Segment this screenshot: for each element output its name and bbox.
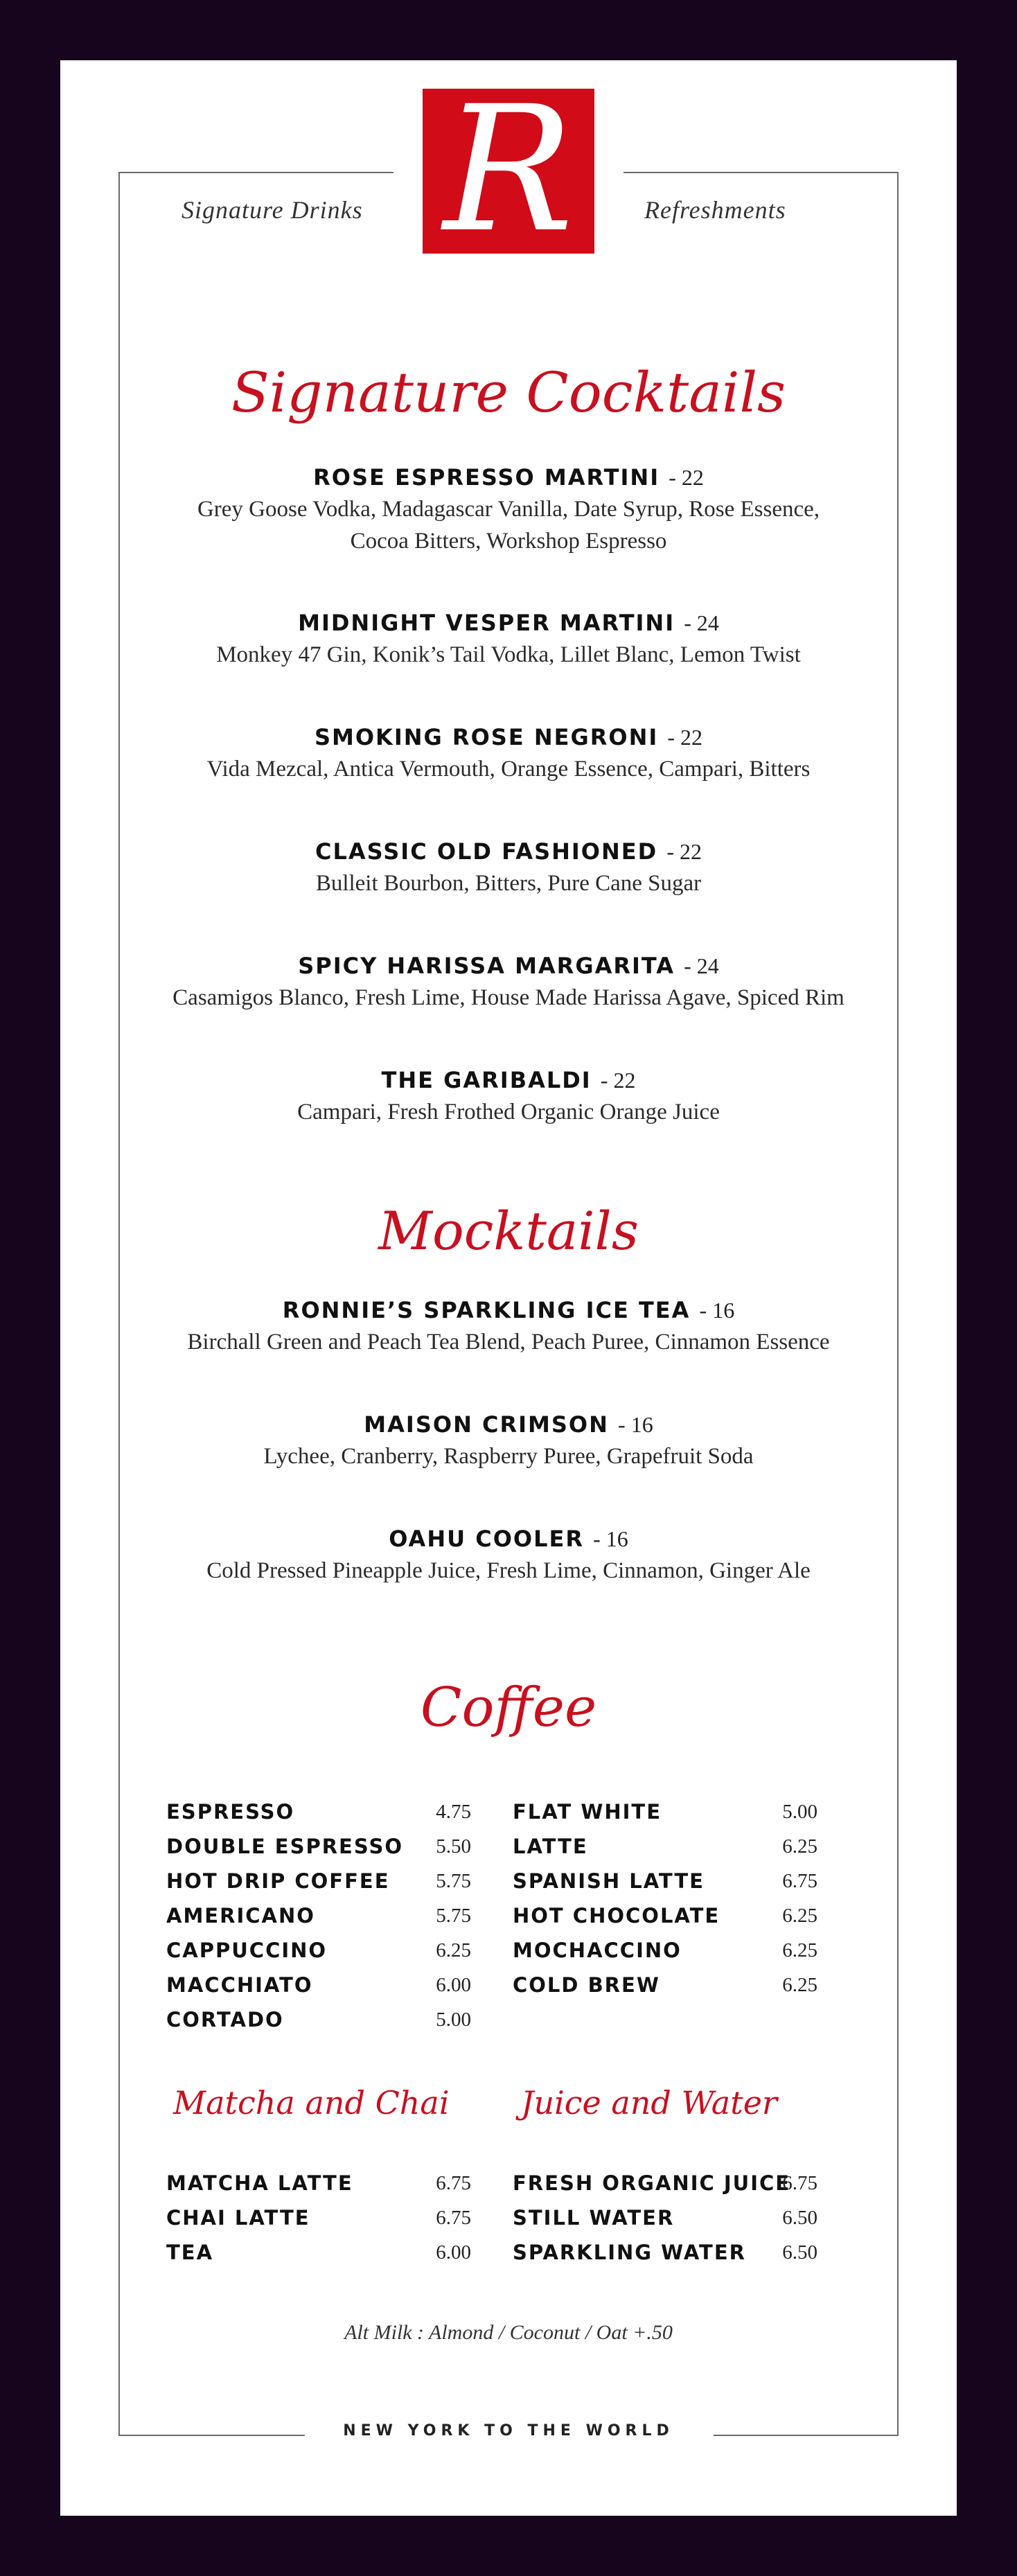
item-name: SPARKLING WATER <box>513 2241 746 2264</box>
item-name: OAHU COOLER <box>389 1526 584 1552</box>
tagline: NEW YORK TO THE WORLD <box>343 2422 674 2440</box>
item-price: 5.50 <box>436 1835 471 1858</box>
coffee-list-right <box>513 1794 817 2002</box>
item-price: 5.00 <box>782 1801 817 1823</box>
item-price: 5.75 <box>436 1905 471 1927</box>
item-price: - 22 <box>669 465 704 490</box>
item-name: HOT CHOCOLATE <box>513 1904 720 1927</box>
list-item <box>513 2235 817 2270</box>
list-item <box>166 2200 471 2235</box>
item-name: MACCHIATO <box>166 1973 313 1997</box>
list-item <box>513 1794 817 1829</box>
list-item <box>166 1864 471 1898</box>
item-name: TEA <box>166 2241 214 2264</box>
item-price: - 16 <box>618 1412 653 1437</box>
item-name: SMOKING ROSE NEGRONI <box>314 724 659 750</box>
signature-cocktails-heading: Signature Cocktails <box>231 360 786 425</box>
item-price: 6.75 <box>436 2207 471 2229</box>
matcha-chai-heading: Matcha and Chai <box>173 2084 450 2121</box>
item-price: 6.75 <box>436 2172 471 2194</box>
item-name: FRESH ORGANIC JUICE <box>513 2171 791 2195</box>
logo-letter: R <box>443 89 574 254</box>
item-name: HOT DRIP COFFEE <box>166 1869 390 1893</box>
item-name: FLAT WHITE <box>513 1800 662 1824</box>
menu-item <box>0 1523 1017 1587</box>
list-item <box>166 2166 471 2200</box>
item-name: STILL WATER <box>513 2206 675 2230</box>
item-name: CAPPUCCINO <box>166 1939 328 1962</box>
item-name: MOCHACCINO <box>513 1939 682 1962</box>
item-price: 6.50 <box>782 2207 817 2229</box>
list-item <box>513 1933 817 1968</box>
refreshments-label: Refreshments <box>644 196 786 224</box>
item-price: - 22 <box>666 839 702 864</box>
item-description: Monkey 47 Gin, Konik’s Tail Vodka, Lillet Blanc, Lemon Twist <box>216 642 801 667</box>
item-description: Bulleit Bourbon, Bitters, Pure Cane Sugar <box>315 871 702 896</box>
item-price: 6.50 <box>782 2241 817 2264</box>
item-price: 6.25 <box>782 1905 817 1927</box>
mocktails-heading: Mocktails <box>378 1200 639 1262</box>
item-name: SPANISH LATTE <box>513 1869 705 1893</box>
list-item <box>513 1968 817 2002</box>
list-item <box>513 2200 817 2235</box>
menu-item <box>0 1409 1017 1472</box>
brand-logo <box>423 89 594 254</box>
item-name: RONNIE’S SPARKLING ICE TEA <box>282 1297 691 1323</box>
juice-water-list <box>513 2166 817 2270</box>
item-price: 5.00 <box>436 2009 471 2031</box>
juice-water-heading: Juice and Water <box>521 2084 777 2121</box>
menu-item <box>0 1064 1017 1128</box>
item-price: - 22 <box>600 1068 636 1093</box>
item-name: SPICY HARISSA MARGARITA <box>298 953 675 979</box>
item-price: 6.25 <box>782 1974 817 1996</box>
list-item <box>166 1794 471 1829</box>
item-description: Grey Goose Vodka, Madagascar Vanilla, Date Syrup, Rose Essence, Cocoa Bitters, Workshop Espresso <box>197 497 820 554</box>
item-name: DOUBLE ESPRESSO <box>166 1835 403 1858</box>
item-price: 6.00 <box>436 2241 471 2264</box>
list-item <box>166 1829 471 1864</box>
item-name: LATTE <box>513 1835 588 1858</box>
signature-drinks-label: Signature Drinks <box>182 196 363 224</box>
item-price: 6.25 <box>782 1835 817 1858</box>
list-item <box>166 1933 471 1968</box>
item-price: 6.00 <box>436 1974 471 1996</box>
item-price: 6.75 <box>782 2172 817 2194</box>
matcha-chai-list <box>166 2166 471 2270</box>
list-item <box>166 2235 471 2270</box>
list-item <box>513 2166 817 2200</box>
item-name: CHAI LATTE <box>166 2206 310 2230</box>
coffee-heading: Coffee <box>420 1677 597 1739</box>
item-price: 5.75 <box>436 1870 471 1892</box>
item-description: Casamigos Blanco, Fresh Lime, House Made Harissa Agave, Spiced Rim <box>173 985 844 1010</box>
item-name: ROSE ESPRESSO MARTINI <box>313 464 660 491</box>
item-price: - 16 <box>593 1526 628 1551</box>
item-price: - 16 <box>699 1298 735 1323</box>
item-price: - 24 <box>684 953 719 978</box>
item-price: - 24 <box>684 610 719 635</box>
item-price: 6.25 <box>782 1939 817 1961</box>
list-item <box>513 1898 817 1933</box>
item-price: - 22 <box>667 725 703 750</box>
list-item <box>166 1898 471 1933</box>
menu-item <box>0 1294 1017 1358</box>
menu-item <box>0 721 1017 785</box>
item-price: 6.75 <box>782 1870 817 1892</box>
menu-item <box>0 461 1017 557</box>
list-item <box>513 1829 817 1864</box>
item-name: THE GARIBALDI <box>381 1067 592 1093</box>
item-description: Cold Pressed Pineapple Juice, Fresh Lime, Cinnamon, Ginger Ale <box>206 1558 811 1583</box>
menu-item <box>0 607 1017 671</box>
menu-item <box>0 836 1017 899</box>
list-item <box>513 1864 817 1898</box>
item-price: 6.25 <box>436 1939 471 1961</box>
item-name: ESPRESSO <box>166 1800 295 1824</box>
item-name: AMERICANO <box>166 1904 315 1927</box>
item-price: 4.75 <box>436 1801 471 1823</box>
item-name: MATCHA LATTE <box>166 2171 353 2195</box>
item-name: COLD BREW <box>513 1973 660 1997</box>
item-description: Vida Mezcal, Antica Vermouth, Orange Essence, Campari, Bitters <box>206 757 811 782</box>
item-name: CORTADO <box>166 2008 284 2031</box>
list-item <box>166 1968 471 2002</box>
alt-milk-note: Alt Milk : Almond / Coconut / Oat +.50 <box>344 2321 673 2344</box>
item-name: MIDNIGHT VESPER MARTINI <box>298 610 675 636</box>
item-name: CLASSIC OLD FASHIONED <box>315 838 658 865</box>
menu-item <box>0 950 1017 1014</box>
item-description: Birchall Green and Peach Tea Blend, Peach Puree, Cinnamon Essence <box>187 1330 830 1355</box>
item-name: MAISON CRIMSON <box>364 1411 609 1438</box>
item-description: Campari, Fresh Frothed Organic Orange Juice <box>297 1100 720 1124</box>
list-item <box>166 2002 471 2037</box>
coffee-list-left <box>166 1794 471 2037</box>
item-description: Lychee, Cranberry, Raspberry Puree, Grapefruit Soda <box>263 1444 754 1469</box>
